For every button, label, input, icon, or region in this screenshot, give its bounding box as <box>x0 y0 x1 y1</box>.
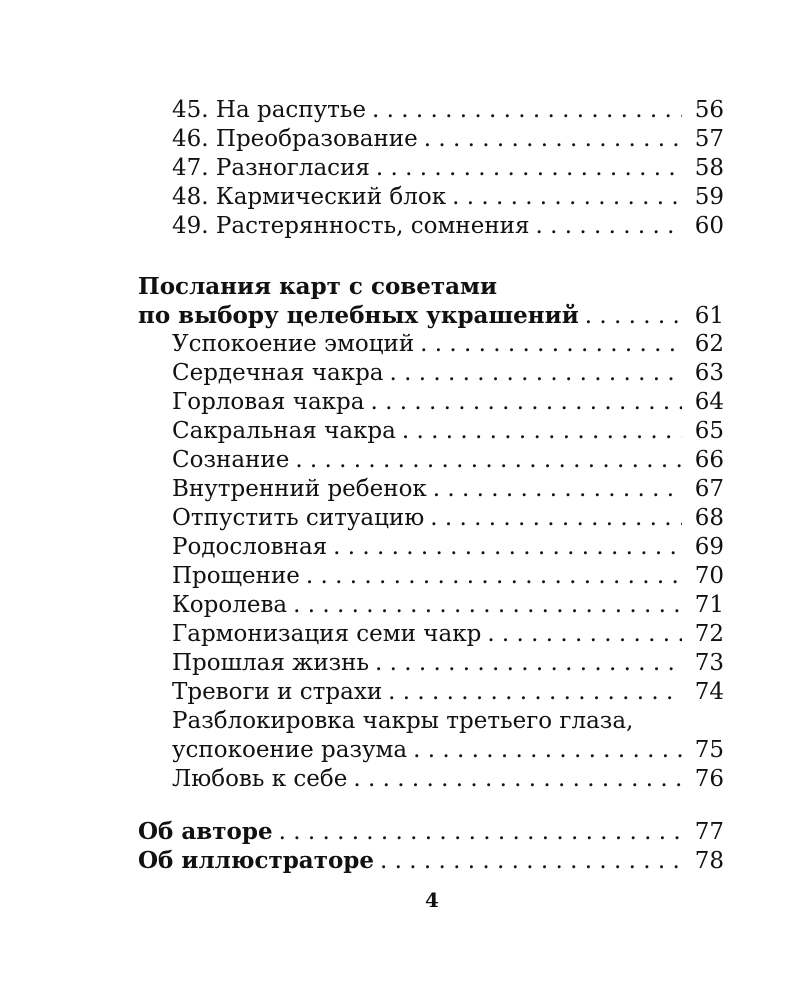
dot-leader <box>430 504 682 533</box>
toc-entry <box>172 330 724 359</box>
toc-entry-title: Успокоение эмоций <box>172 331 415 357</box>
toc-entry-title: Любовь к себе <box>172 766 348 792</box>
page-number: 4 <box>425 888 439 912</box>
dot-leader <box>353 765 682 794</box>
toc-entry <box>172 96 724 125</box>
dot-leader <box>388 678 682 707</box>
toc-entry <box>172 765 724 794</box>
toc-entry <box>172 359 724 388</box>
toc-entry-page: 76 <box>694 766 724 792</box>
toc-section-about-author <box>138 817 724 846</box>
toc-entry-page: 58 <box>694 155 724 181</box>
toc-entry-page: 74 <box>694 679 724 705</box>
toc-entry-title: Гармонизация семи чакр <box>172 621 482 647</box>
dot-leader <box>433 475 682 504</box>
toc-entry-page: 60 <box>694 213 724 239</box>
toc-entry <box>172 649 724 678</box>
dot-leader <box>487 620 682 649</box>
dot-leader <box>420 330 682 359</box>
dot-leader <box>295 446 682 475</box>
dot-leader <box>376 154 682 183</box>
toc-section-page: 78 <box>694 848 724 874</box>
toc-entry-title: Родословная <box>172 534 328 560</box>
dot-leader <box>306 562 682 591</box>
toc-entry-title: Горловая чакра <box>172 389 365 415</box>
toc-entry-title: Прошлая жизнь <box>172 650 370 676</box>
toc-section-title: Об авторе <box>138 818 273 845</box>
dot-leader <box>333 533 682 562</box>
dot-leader <box>279 818 682 847</box>
dot-leader <box>380 847 682 876</box>
toc-entry-title: Прощение <box>172 563 300 589</box>
dot-leader <box>585 302 682 331</box>
dot-leader <box>536 212 682 241</box>
toc-entry-long-line1: Разблокировка чакры третьего глаза, <box>172 708 634 734</box>
toc-entry-title: Внутренний ребенок <box>172 476 427 502</box>
toc-entry-title: 45. На распутье <box>172 97 367 123</box>
dot-leader <box>402 417 682 446</box>
toc-entry-title: Сознание <box>172 447 290 473</box>
toc-entry-page: 70 <box>694 563 724 589</box>
toc-section-title: Об иллюстраторе <box>138 847 375 874</box>
toc-entry <box>172 183 724 212</box>
toc-entry-page: 75 <box>694 737 724 763</box>
dot-leader <box>452 183 682 212</box>
dot-leader <box>424 125 682 154</box>
dot-leader <box>375 649 682 678</box>
dot-leader <box>372 96 682 125</box>
toc-section-about-illustrator <box>138 846 724 875</box>
toc-entry <box>172 417 724 446</box>
toc-entry-title: 48. Кармический блок <box>172 184 447 210</box>
section-heading-line1: Послания карт с советами <box>138 273 498 300</box>
toc-entry <box>172 678 724 707</box>
dot-leader <box>390 359 682 388</box>
section-heading <box>138 301 724 330</box>
toc-entry <box>172 504 724 533</box>
toc-entry-page: 64 <box>694 389 724 415</box>
toc-entry-page: 57 <box>694 126 724 152</box>
toc-entry-title: Сакральная чакра <box>172 418 396 444</box>
toc-entry <box>172 591 724 620</box>
toc-entry-page: 72 <box>694 621 724 647</box>
toc-entry-title: Отпустить ситуацию <box>172 505 425 531</box>
toc-entry-page: 59 <box>694 184 724 210</box>
toc-entry-page: 56 <box>694 97 724 123</box>
toc-entry-title: Тревоги и страхи <box>172 679 383 705</box>
toc-entry-page: 66 <box>694 447 724 473</box>
toc-entry <box>172 154 724 183</box>
toc-entry-page: 68 <box>694 505 724 531</box>
dot-leader <box>370 388 682 417</box>
section-heading-page: 61 <box>694 303 724 329</box>
toc-entry <box>172 620 724 649</box>
toc-entry-page: 63 <box>694 360 724 386</box>
toc-entry <box>172 533 724 562</box>
toc-entry <box>172 446 724 475</box>
toc-entry-page: 69 <box>694 534 724 560</box>
toc-entry <box>172 125 724 154</box>
toc-entry <box>172 388 724 417</box>
toc-entry-title: 46. Преобразование <box>172 126 418 152</box>
toc-entry-title: 47. Разногласия <box>172 155 370 181</box>
dot-leader <box>413 736 682 765</box>
dot-leader <box>293 591 682 620</box>
toc-entry-page: 73 <box>694 650 724 676</box>
toc-entry-page: 67 <box>694 476 724 502</box>
toc-entry-page: 71 <box>694 592 724 618</box>
toc-entry-title: 49. Растерянность, сомнения <box>172 213 530 239</box>
toc-entry <box>172 475 724 504</box>
toc-entry-page: 65 <box>694 418 724 444</box>
section-heading-line2: по выбору целебных украшений <box>138 302 579 329</box>
toc-entry-page: 62 <box>694 331 724 357</box>
toc-section-page: 77 <box>694 819 724 845</box>
toc-entry <box>172 736 724 765</box>
toc-entry-title: Сердечная чакра <box>172 360 384 386</box>
toc-entry <box>172 562 724 591</box>
toc-entry-title: Королева <box>172 592 288 618</box>
toc-entry <box>172 212 724 241</box>
toc-entry-long-line2: успокоение разума <box>172 737 408 763</box>
